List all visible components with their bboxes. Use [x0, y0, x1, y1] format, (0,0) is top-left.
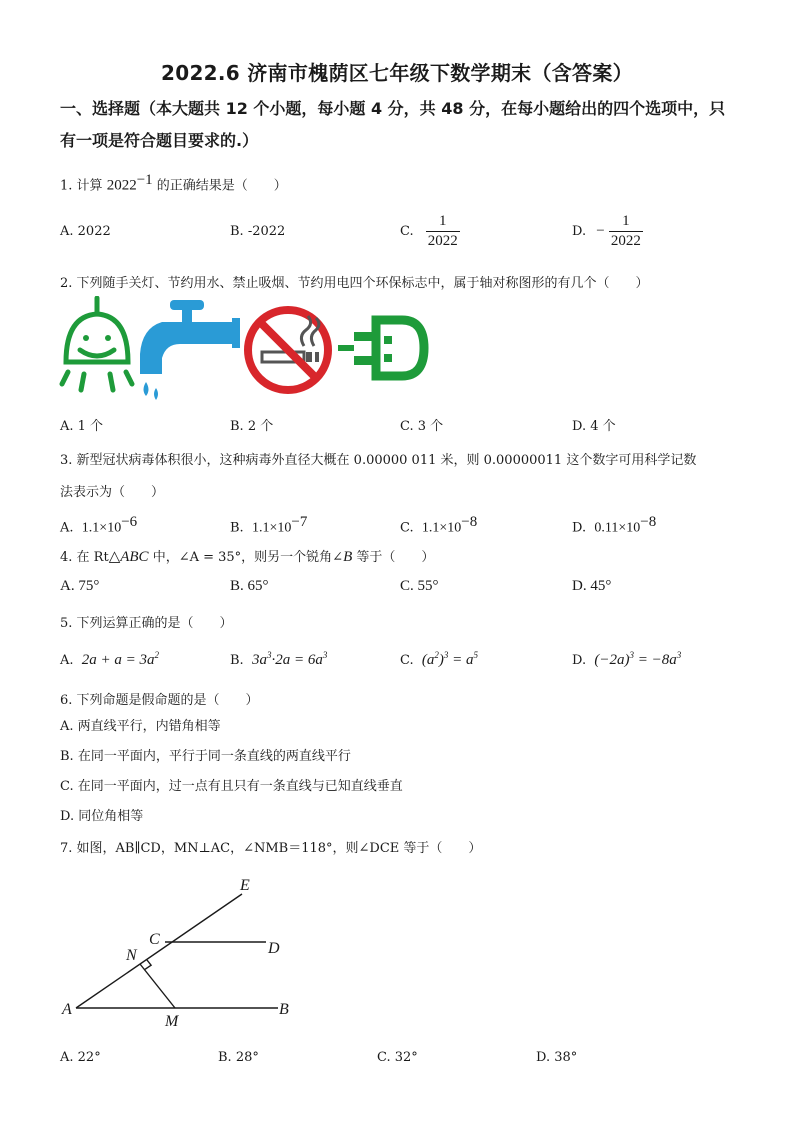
q5-b-expr: $3a^3\cdot 2a = 6a^3$ [251, 650, 328, 668]
q4-angle-b: B [343, 549, 353, 565]
q6-option-c: C. 在同一平面内，过一点有且只有一条直线与已知直线垂直 [60, 779, 403, 794]
q7-option-c: C. 32° [377, 1050, 418, 1065]
label-e: E [240, 877, 250, 894]
line-mn [140, 964, 175, 1008]
question-3-line2: 法表示为（ ） [60, 485, 165, 500]
q4-option-a: A. 75° [60, 578, 100, 594]
question-6: 6. 下列命题是假命题的是（ ） [60, 693, 259, 708]
q1-base: 2022 [106, 177, 137, 194]
question-5: 5. 下列运算正确的是（ ） [60, 616, 233, 631]
q1-exp: −1 [136, 172, 153, 188]
q6-option-b: B. 在同一平面内，平行于同一条直线的两直线平行 [60, 749, 351, 764]
q5-b-label: B. [230, 653, 244, 668]
q1-d-sign: − [596, 223, 605, 239]
q7-option-a: A. 22° [60, 1050, 101, 1065]
q5-d-expr: $(-2a)^3 = -8a^3$ [594, 650, 682, 668]
q6-option-a: A. 两直线平行，内错角相等 [60, 719, 221, 734]
q2-option-c: C. 3 个 [400, 419, 444, 434]
q1-option-a: A. 2022 [60, 224, 111, 239]
page-title: 2022.6 济南市槐荫区七年级下数学期末（含答案） [161, 61, 633, 85]
q3-d-exp: −8 [640, 514, 657, 530]
label-d: D [268, 940, 280, 957]
q3-c-val: 1.1×10 [421, 520, 462, 536]
q4-triangle: △ABC [108, 549, 149, 565]
question-7: 7. 如图，AB∥CD，MN⊥AC，∠NMB＝118°，则∠DCE 等于（ ） [60, 841, 482, 856]
q4-mid: 中，∠A = 35°，则另一个锐角∠ [152, 550, 344, 565]
q4-pre: 4. 在 Rt [60, 550, 109, 565]
q3-c-exp: −8 [461, 514, 478, 530]
section-heading-line1: 一、选择题（本大题共 12 个小题，每小题 4 分，共 48 分，在每小题给出的四个选项中，只 [60, 99, 726, 118]
q1-c-label: C. [400, 224, 414, 239]
q5-c-label: C. [400, 653, 414, 668]
q4-option-b: B. 65° [230, 578, 269, 594]
q7-option-b: B. 28° [218, 1050, 259, 1065]
q4-option-d: D. 45° [572, 578, 612, 594]
q3-c-label: C. [400, 520, 414, 536]
question-3-line1: 3. 新型冠状病毒体积很小，这种病毒外直径大概在 0.00000 011 米，则 0.00000011 这个数字可用科学记数 [60, 453, 697, 468]
q4-option-c: C. 55° [400, 578, 439, 594]
question-2: 2. 下列随手关灯、节约用水、禁止吸烟、节约用电四个环保标志中，属于轴对称图形的有几个（ ） [60, 276, 649, 291]
q3-b-exp: −7 [291, 514, 308, 530]
q3-a-val: 1.1×10 [81, 520, 122, 536]
q2-option-a: A. 1 个 [60, 419, 104, 434]
q1-pre: 1. 计算 [60, 178, 103, 194]
q2-option-d: D. 4 个 [572, 419, 616, 434]
q1-c-den: 2022 [427, 233, 458, 249]
line-ae [76, 894, 242, 1008]
q1-d-den: 2022 [610, 233, 641, 249]
q2-option-b: B. 2 个 [230, 419, 274, 434]
section-heading-line2: 有一项是符合题目要求的.） [60, 131, 259, 150]
label-c: C [149, 931, 160, 948]
q3-b-val: 1.1×10 [251, 520, 292, 536]
q6-option-d: D. 同位角相等 [60, 809, 144, 824]
q7-option-d: D. 38° [536, 1050, 578, 1065]
q3-d-val: 0.11×10 [594, 520, 641, 536]
q3-a-exp: −6 [121, 514, 138, 530]
q5-d-label: D. [572, 653, 587, 668]
q1-option-b: B. -2022 [230, 224, 286, 239]
q1-post: 的正确结果是（ ） [156, 178, 287, 194]
q5-c-expr: $(a^2)^3 = a^5$ [421, 650, 479, 668]
label-n: N [126, 947, 137, 964]
q1-d-label: D. [572, 224, 587, 239]
q1-d-num: 1 [609, 212, 643, 232]
q5-a-label: A. [60, 653, 74, 668]
q5-a-expr: $2a + a = 3a^2$ [81, 650, 160, 668]
label-a: A [62, 1001, 72, 1018]
q4-post: 等于（ ） [356, 550, 435, 565]
q1-c-num: 1 [426, 212, 460, 232]
label-m: M [165, 1013, 179, 1030]
q3-d-label: D. [572, 520, 587, 536]
label-b: B [279, 1001, 289, 1018]
q3-a-label: A. [60, 520, 74, 536]
q3-b-label: B. [230, 520, 244, 536]
